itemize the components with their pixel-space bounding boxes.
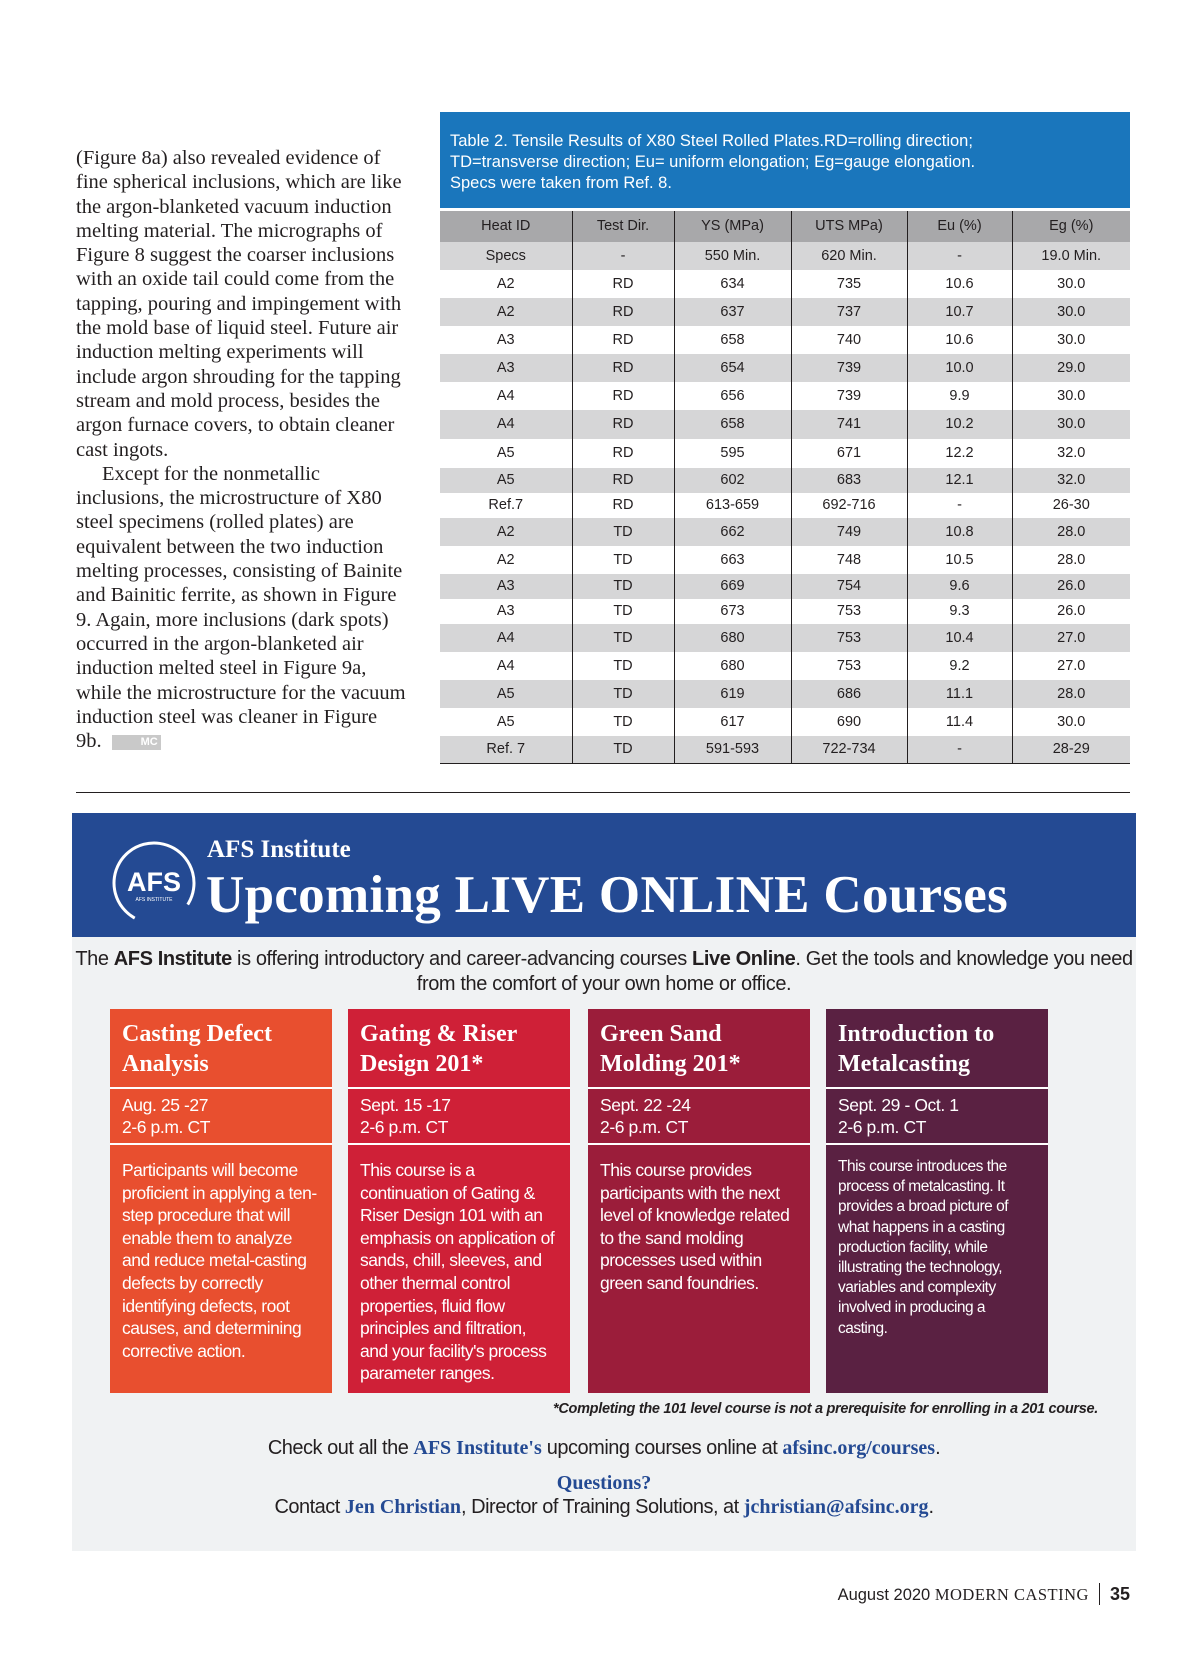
table-cell: A2: [440, 298, 572, 326]
table-cell: 10.5: [907, 546, 1012, 574]
table-cell: Ref. 7: [440, 736, 572, 764]
table-cell: 10.8: [907, 518, 1012, 546]
table-row: [440, 326, 1130, 354]
table-cell: 620 Min.: [791, 242, 907, 270]
table-cell: A2: [440, 518, 572, 546]
column-header: Test Dir.: [572, 210, 674, 242]
ad-footnote: *Completing the 101 level course is not a prerequisite for enrolling in a 201 course.: [553, 1401, 1098, 1417]
course-schedule: [826, 1089, 1048, 1145]
table-cell: 637: [674, 298, 791, 326]
table-cell: RD: [572, 468, 674, 493]
table-row: [440, 242, 1130, 270]
questions-label: Questions?: [556, 1472, 652, 1494]
table-cell: 658: [674, 326, 791, 354]
table-cell: RD: [572, 382, 674, 410]
table-cell: A5: [496, 445, 515, 461]
courses-url-link[interactable]: afsinc.org/courses: [782, 1437, 936, 1459]
column-header: Eg (%): [1012, 210, 1130, 242]
table-row: [440, 270, 1130, 298]
table-cell: 617: [674, 708, 791, 736]
table-cell: 32.0: [1012, 468, 1130, 493]
table-cell: -: [572, 242, 674, 270]
table-cell: RD: [572, 326, 674, 354]
table-row: [440, 382, 1130, 410]
table-cell: 722-734: [791, 736, 907, 764]
table-cell: 658: [674, 410, 791, 439]
table-cell: 595: [674, 439, 791, 468]
course-description: Participants will become proficient in applying a ten-step procedure that will enable them to analyze and reduce metal-casting defects by correctly identifying defects, root causes, and determining corrective action.: [122, 1160, 317, 1361]
course-description: This course introduces the process of metalcasting. It provides a broad picture of what happens in a casting production facility, while illustrating the technology, variables and complexity involved in producing a casting.: [838, 1158, 1009, 1337]
course-title: Casting Defect Analysis: [110, 1009, 332, 1089]
course-date: Aug. 25 -27: [122, 1095, 209, 1115]
table-cell: 11.4: [907, 708, 1012, 736]
column-header: UTS MPa): [791, 210, 907, 242]
table-cell: TD: [572, 546, 674, 574]
table-cell: 10.4: [907, 624, 1012, 652]
page-number: 35: [1109, 1584, 1130, 1604]
table-cell: 10.0: [907, 354, 1012, 382]
course-date: Sept. 15 -17: [360, 1095, 451, 1115]
table-row: [440, 493, 1130, 518]
table-cell: 634: [674, 270, 791, 298]
intro-text: The: [75, 948, 114, 970]
course-date: Sept. 22 -24: [600, 1095, 691, 1115]
table-row: [440, 599, 1130, 624]
table-cell: RD: [572, 298, 674, 326]
table-cell: 591-593: [674, 736, 791, 764]
table-cell: 673: [674, 599, 791, 624]
table-cell: Specs: [440, 242, 572, 270]
article-paragraph-1: (Figure 8a) also revealed evidence of fine spherical inclusions, which are like the argon-blanketed vacuum induction melting material. The micrographs of Figure 8 suggest the coarser inclusions with an oxide tail could come from the tapping, pouring and impingement with the mold base of liquid steel. Future air induction melting experiments will include argon shrouding for the tapping stream and mold process, besides the argon furnace covers, to obtain cleaner cast ingots.: [76, 147, 402, 461]
ad-intro: [72, 947, 1136, 997]
ad-header: [72, 813, 1136, 937]
course-title: Green Sand Molding 201*: [588, 1009, 810, 1089]
table-cell: 10.7: [907, 298, 1012, 326]
intro-org: AFS Institute: [113, 948, 232, 970]
afs-logo-subtext: AFS INSTITUTE: [135, 897, 173, 903]
table-cell: RD: [572, 439, 674, 468]
footer-text: , Director of Training Solutions, at: [461, 1496, 744, 1518]
table-cell: TD: [572, 708, 674, 736]
table-cell: 753: [791, 652, 907, 680]
tensile-results-table: [440, 208, 1130, 764]
table-cell: 27.0: [1012, 652, 1130, 680]
table-body: [440, 242, 1130, 764]
table-cell: 9.3: [907, 599, 1012, 624]
table-cell: A3: [440, 354, 572, 382]
table-cell: 683: [791, 468, 907, 493]
article-paragraph-2: [76, 462, 406, 754]
table-cell: A5: [496, 713, 515, 730]
table-cell: A3: [440, 574, 572, 599]
table-cell: 28.0: [1012, 680, 1130, 708]
table-cell: 12.2: [907, 439, 1012, 468]
table-cell: RD: [572, 354, 674, 382]
contact-email-link[interactable]: jchristian@afsinc.org: [743, 1496, 929, 1518]
course-schedule: [588, 1089, 810, 1145]
table-caption-line: Table 2. Tensile Results of X80 Steel Rolled Plates.RD=rolling direction;: [450, 132, 973, 150]
column-header: Heat ID: [440, 210, 572, 242]
table-cell: 30.0: [1012, 326, 1130, 354]
table-cell: 740: [791, 326, 907, 354]
table-cell: 741: [791, 410, 907, 439]
course-time: 2-6 p.m. CT: [122, 1117, 210, 1137]
ad-kicker: AFS Institute: [207, 836, 351, 863]
course-description: This course is a continuation of Gating & Riser Design 101 with an emphasis on application of sands, chill, sleeves, and other thermal control properties, fluid flow principles and filtration, and your facility's process parameter ranges.: [360, 1160, 555, 1384]
table-cell: 753: [791, 624, 907, 652]
course-time: 2-6 p.m. CT: [600, 1117, 688, 1137]
table-cell: TD: [572, 736, 674, 764]
table-cell: 27.0: [1012, 624, 1130, 652]
table-cell: 656: [674, 382, 791, 410]
table-cell: 26-30: [1012, 493, 1130, 518]
afs-logo-text: AFS: [127, 867, 181, 897]
table-cell: -: [907, 736, 1012, 764]
course-card-green-sand[interactable]: [588, 1009, 810, 1393]
table-cell: -: [907, 242, 1012, 270]
table-row: [440, 736, 1130, 764]
course-time: 2-6 p.m. CT: [360, 1117, 448, 1137]
column-header: Eu (%): [907, 210, 1012, 242]
table-cell: 739: [791, 382, 907, 410]
course-title: Gating & Riser Design 201*: [348, 1009, 570, 1089]
table-cell: 26.0: [1012, 599, 1130, 624]
table-cell: A5: [440, 468, 572, 493]
table-cell: 663: [674, 546, 791, 574]
column-header: YS (MPa): [674, 210, 791, 242]
table-cell: 737: [791, 298, 907, 326]
table-cell: 654: [674, 354, 791, 382]
table-cell: -: [907, 493, 1012, 518]
table-cell: 662: [674, 518, 791, 546]
table-cell: A4: [496, 387, 515, 404]
end-mark-badge: MC: [112, 735, 161, 750]
table-cell: 749: [791, 518, 907, 546]
intro-live-online: Live Online: [692, 948, 796, 970]
table-cell: 550 Min.: [674, 242, 791, 270]
table-row: [440, 574, 1130, 599]
table-cell: 12.1: [907, 468, 1012, 493]
table-row: [440, 298, 1130, 326]
table-cell: 10.6: [907, 270, 1012, 298]
course-card-intro-metalcasting[interactable]: [826, 1009, 1048, 1393]
tensile-results-table-block: [440, 112, 1130, 764]
courses-link-line: [72, 1437, 1136, 1460]
intro-text: . Get the tools and knowledge you need from the comfort of your own home or office.: [416, 948, 1133, 995]
table-cell: TD: [572, 652, 674, 680]
table-cell: A2: [496, 275, 515, 292]
table-cell: 735: [791, 270, 907, 298]
table-row: [440, 546, 1130, 574]
table-cell: 11.1: [907, 680, 1012, 708]
table-cell: A3: [496, 603, 515, 619]
table-cell: 753: [791, 599, 907, 624]
article-paragraph-2-text: Except for the nonmetallic inclusions, the microstructure of X80 steel specimens (rolled plates) are equivalent between the two induction melting processes, consisting of Bainite and Bainitic ferrite, as shown in Figure 9. Again, more inclusions (dark spots) occurred in the argon-blanketed air induction melted steel in Figure 9a, while the microstructure for the vacuum induction steel was cleaner in Figure 9b.: [76, 462, 406, 753]
table-cell: 26.0: [1012, 574, 1130, 599]
footer-text: Contact: [274, 1496, 345, 1518]
course-time: 2-6 p.m. CT: [838, 1117, 926, 1137]
table-cell: RD: [572, 493, 674, 518]
intro-text: is offering introductory and career-advancing courses: [231, 948, 692, 970]
table-cell: A3: [496, 331, 515, 348]
table-cell: 680: [674, 624, 791, 652]
table-cell: 739: [791, 354, 907, 382]
table-cell: 30.0: [1012, 708, 1130, 736]
table-caption-line: TD=transverse direction; Eu= uniform elongation; Eg=gauge elongation.: [450, 153, 976, 171]
table-cell: 613-659: [674, 493, 791, 518]
table-cell: 690: [791, 708, 907, 736]
issue-date: August 2020: [837, 1586, 931, 1604]
table-cell: 9.9: [907, 382, 1012, 410]
course-schedule: [110, 1089, 332, 1145]
table-row: [440, 468, 1130, 493]
course-schedule: [348, 1089, 570, 1145]
table-cell: TD: [572, 624, 674, 652]
table-cell: TD: [572, 680, 674, 708]
table-row: [440, 410, 1130, 439]
table-cell: 748: [791, 546, 907, 574]
contact-name: Jen Christian: [344, 1496, 462, 1518]
table-cell: 9.6: [907, 574, 1012, 599]
table-cell: 28-29: [1012, 736, 1130, 764]
table-caption-line: Specs were taken from Ref. 8.: [450, 174, 672, 192]
table-cell: 28.0: [1012, 546, 1130, 574]
questions-heading: [72, 1472, 1136, 1495]
course-card-casting-defect[interactable]: [110, 1009, 332, 1393]
table-cell: 10.2: [907, 410, 1012, 439]
table-cell: A4: [496, 657, 515, 674]
table-cell: 754: [791, 574, 907, 599]
table-row: [440, 680, 1130, 708]
table-row: [440, 354, 1130, 382]
table-cell: 692-716: [791, 493, 907, 518]
table-cell: A5: [440, 680, 572, 708]
course-date: Sept. 29 - Oct. 1: [838, 1095, 959, 1115]
table-cell: A2: [496, 551, 515, 568]
table-cell: 19.0 Min.: [1012, 242, 1130, 270]
table-cell: Ref.7: [488, 497, 524, 513]
table-cell: RD: [572, 410, 674, 439]
table-cell: 28.0: [1012, 518, 1130, 546]
table-cell: 10.6: [907, 326, 1012, 354]
table-row: [440, 439, 1130, 468]
table-row: [440, 708, 1130, 736]
course-title: Introduction to Metalcasting: [826, 1009, 1048, 1089]
publication-name: MODERN CASTING: [934, 1585, 1089, 1604]
table-cell: 30.0: [1012, 298, 1130, 326]
section-divider: [76, 792, 1130, 793]
ad-title: Upcoming LIVE ONLINE Courses: [206, 866, 1009, 924]
table-cell: 680: [674, 652, 791, 680]
table-cell: 30.0: [1012, 270, 1130, 298]
table-cell: 30.0: [1012, 410, 1130, 439]
table-row: [440, 624, 1130, 652]
footer-text: Check out all the: [267, 1437, 414, 1459]
table-cell: TD: [572, 518, 674, 546]
table-header-row: [440, 210, 1130, 242]
table-cell: 602: [674, 468, 791, 493]
afs-logo-icon: [110, 839, 198, 927]
table-row: [440, 652, 1130, 680]
footer-text: upcoming courses online at: [541, 1437, 783, 1459]
table-caption: [440, 112, 1130, 208]
footer-separator: [1099, 1583, 1100, 1605]
table-cell: TD: [572, 574, 674, 599]
page-footer: [838, 1583, 1130, 1605]
footer-org: AFS Institute's: [413, 1437, 542, 1459]
afs-course-ad: [72, 813, 1136, 1551]
table-cell: 671: [791, 439, 907, 468]
table-cell: TD: [572, 599, 674, 624]
table-cell: A4: [440, 624, 572, 652]
table-cell: 30.0: [1012, 382, 1130, 410]
table-cell: 29.0: [1012, 354, 1130, 382]
table-cell: 686: [791, 680, 907, 708]
table-cell: 32.0: [1012, 439, 1130, 468]
table-cell: 9.2: [907, 652, 1012, 680]
table-cell: A4: [440, 410, 572, 439]
table-cell: 619: [674, 680, 791, 708]
contact-line: [72, 1496, 1136, 1519]
footer-text: .: [928, 1496, 934, 1518]
course-card-gating-riser[interactable]: [348, 1009, 570, 1393]
table-cell: 669: [674, 574, 791, 599]
table-row: [440, 518, 1130, 546]
footer-text: .: [935, 1437, 941, 1459]
table-cell: RD: [572, 270, 674, 298]
course-description: This course provides participants with the next level of knowledge related to the sand molding processes used within green sand foundries.: [600, 1160, 790, 1293]
article-column: [76, 146, 406, 753]
